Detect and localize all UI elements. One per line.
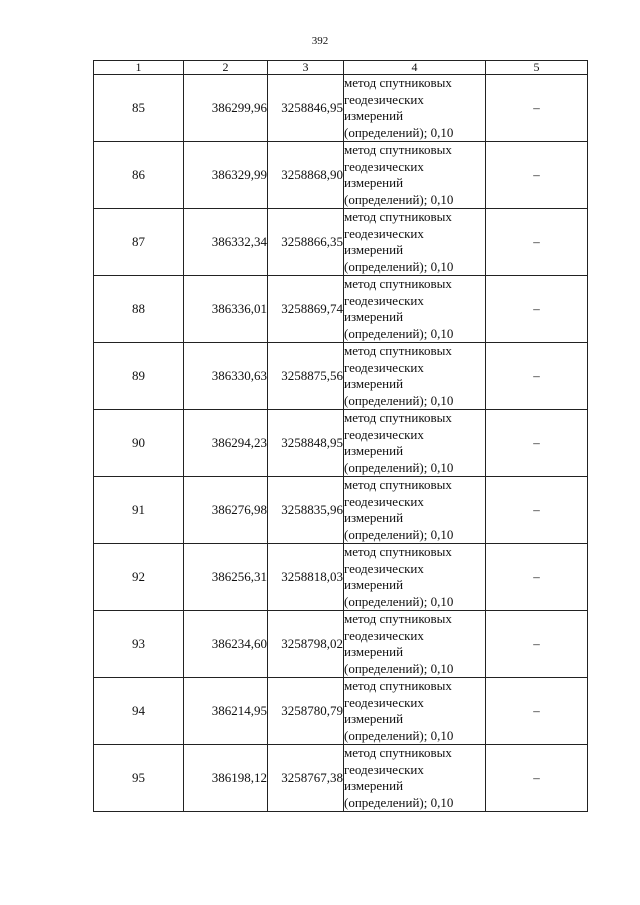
table-body — [94, 75, 588, 812]
column-header-1: 1 — [94, 61, 184, 75]
y-coordinate-cell: 3258767,38 — [268, 745, 344, 812]
point-number-cell: 95 — [94, 745, 184, 812]
method-line: (определений); 0,10 — [344, 459, 454, 475]
x-coordinate-cell: 386256,31 — [184, 544, 268, 611]
method-line: метод спутниковых — [344, 611, 452, 626]
method-line: геодезических — [344, 627, 424, 643]
method-line: геодезических — [344, 493, 424, 509]
table-row — [94, 276, 588, 343]
method-line: геодезических — [344, 225, 424, 241]
method-cell — [344, 209, 486, 276]
point-number-cell: 91 — [94, 477, 184, 544]
method-line: геодезических — [344, 426, 424, 442]
method-line: геодезических — [344, 91, 424, 107]
method-line: геодезических — [344, 560, 424, 576]
method-line: (определений); 0,10 — [344, 258, 454, 274]
point-number-cell: 93 — [94, 611, 184, 678]
x-coordinate-cell: 386214,95 — [184, 678, 268, 745]
method-line: измерений — [344, 577, 404, 592]
coordinates-table — [93, 60, 588, 812]
y-coordinate-cell: 3258818,03 — [268, 544, 344, 611]
table-row — [94, 209, 588, 276]
table-row — [94, 745, 588, 812]
method-line: измерений — [344, 644, 404, 659]
point-number-cell: 85 — [94, 75, 184, 142]
point-number-cell: 87 — [94, 209, 184, 276]
y-coordinate-cell: 3258835,96 — [268, 477, 344, 544]
column-header-4: 4 — [344, 61, 486, 75]
method-line: измерений — [344, 175, 404, 190]
x-coordinate-cell: 386332,34 — [184, 209, 268, 276]
method-line: геодезических — [344, 158, 424, 174]
table-row — [94, 343, 588, 410]
point-number-cell: 90 — [94, 410, 184, 477]
x-coordinate-cell: 386198,12 — [184, 745, 268, 812]
note-cell: – — [486, 544, 588, 611]
method-line: (определений); 0,10 — [344, 593, 454, 609]
table-row — [94, 410, 588, 477]
table-row — [94, 678, 588, 745]
method-line: (определений); 0,10 — [344, 392, 454, 408]
table-row — [94, 477, 588, 544]
note-cell: – — [486, 75, 588, 142]
method-line: измерений — [344, 510, 404, 525]
y-coordinate-cell: 3258875,56 — [268, 343, 344, 410]
y-coordinate-cell: 3258848,95 — [268, 410, 344, 477]
note-cell: – — [486, 611, 588, 678]
method-cell — [344, 142, 486, 209]
method-line: геодезических — [344, 292, 424, 308]
column-header-5: 5 — [486, 61, 588, 75]
method-line: измерений — [344, 711, 404, 726]
y-coordinate-cell: 3258780,79 — [268, 678, 344, 745]
method-cell — [344, 276, 486, 343]
y-coordinate-cell: 3258868,90 — [268, 142, 344, 209]
note-cell: – — [486, 410, 588, 477]
method-line: метод спутниковых — [344, 75, 452, 90]
table-row — [94, 142, 588, 209]
method-cell — [344, 477, 486, 544]
method-line: измерений — [344, 443, 404, 458]
point-number-cell: 89 — [94, 343, 184, 410]
table-row — [94, 611, 588, 678]
method-line: (определений); 0,10 — [344, 325, 454, 341]
method-line: метод спутниковых — [344, 544, 452, 559]
point-number-cell: 92 — [94, 544, 184, 611]
method-line: (определений); 0,10 — [344, 794, 454, 810]
y-coordinate-cell: 3258866,35 — [268, 209, 344, 276]
page-number: 392 — [311, 35, 329, 47]
method-line: (определений); 0,10 — [344, 660, 454, 676]
method-line: измерений — [344, 778, 404, 793]
x-coordinate-cell: 386234,60 — [184, 611, 268, 678]
x-coordinate-cell: 386336,01 — [184, 276, 268, 343]
method-line: метод спутниковых — [344, 343, 452, 358]
y-coordinate-cell: 3258846,95 — [268, 75, 344, 142]
x-coordinate-cell: 386276,98 — [184, 477, 268, 544]
note-cell: – — [486, 678, 588, 745]
y-coordinate-cell: 3258798,02 — [268, 611, 344, 678]
method-line: (определений); 0,10 — [344, 124, 454, 140]
note-cell: – — [486, 343, 588, 410]
x-coordinate-cell: 386329,99 — [184, 142, 268, 209]
point-number-cell: 94 — [94, 678, 184, 745]
method-line: метод спутниковых — [344, 477, 452, 492]
table-row — [94, 544, 588, 611]
method-cell — [344, 745, 486, 812]
method-line: (определений); 0,10 — [344, 727, 454, 743]
note-cell: – — [486, 745, 588, 812]
method-line: геодезических — [344, 359, 424, 375]
x-coordinate-cell: 386299,96 — [184, 75, 268, 142]
point-number-cell: 86 — [94, 142, 184, 209]
note-cell: – — [486, 477, 588, 544]
point-number-cell: 88 — [94, 276, 184, 343]
method-cell — [344, 75, 486, 142]
method-line: метод спутниковых — [344, 745, 452, 760]
column-header-2: 2 — [184, 61, 268, 75]
note-cell: – — [486, 209, 588, 276]
table-row — [94, 75, 588, 142]
method-cell — [344, 410, 486, 477]
method-line: (определений); 0,10 — [344, 526, 454, 542]
x-coordinate-cell: 386330,63 — [184, 343, 268, 410]
x-coordinate-cell: 386294,23 — [184, 410, 268, 477]
method-line: измерений — [344, 309, 404, 324]
method-line: метод спутниковых — [344, 678, 452, 693]
method-line: измерений — [344, 242, 404, 257]
column-header-3: 3 — [268, 61, 344, 75]
table-header-row — [94, 61, 588, 75]
note-cell: – — [486, 276, 588, 343]
method-cell — [344, 544, 486, 611]
method-line: метод спутниковых — [344, 142, 452, 157]
method-line: (определений); 0,10 — [344, 191, 454, 207]
y-coordinate-cell: 3258869,74 — [268, 276, 344, 343]
method-line: измерений — [344, 108, 404, 123]
method-line: метод спутниковых — [344, 276, 452, 291]
method-cell — [344, 678, 486, 745]
method-cell — [344, 611, 486, 678]
method-line: метод спутниковых — [344, 410, 452, 425]
method-cell — [344, 343, 486, 410]
method-line: геодезических — [344, 761, 424, 777]
note-cell: – — [486, 142, 588, 209]
method-line: метод спутниковых — [344, 209, 452, 224]
method-line: геодезических — [344, 694, 424, 710]
method-line: измерений — [344, 376, 404, 391]
